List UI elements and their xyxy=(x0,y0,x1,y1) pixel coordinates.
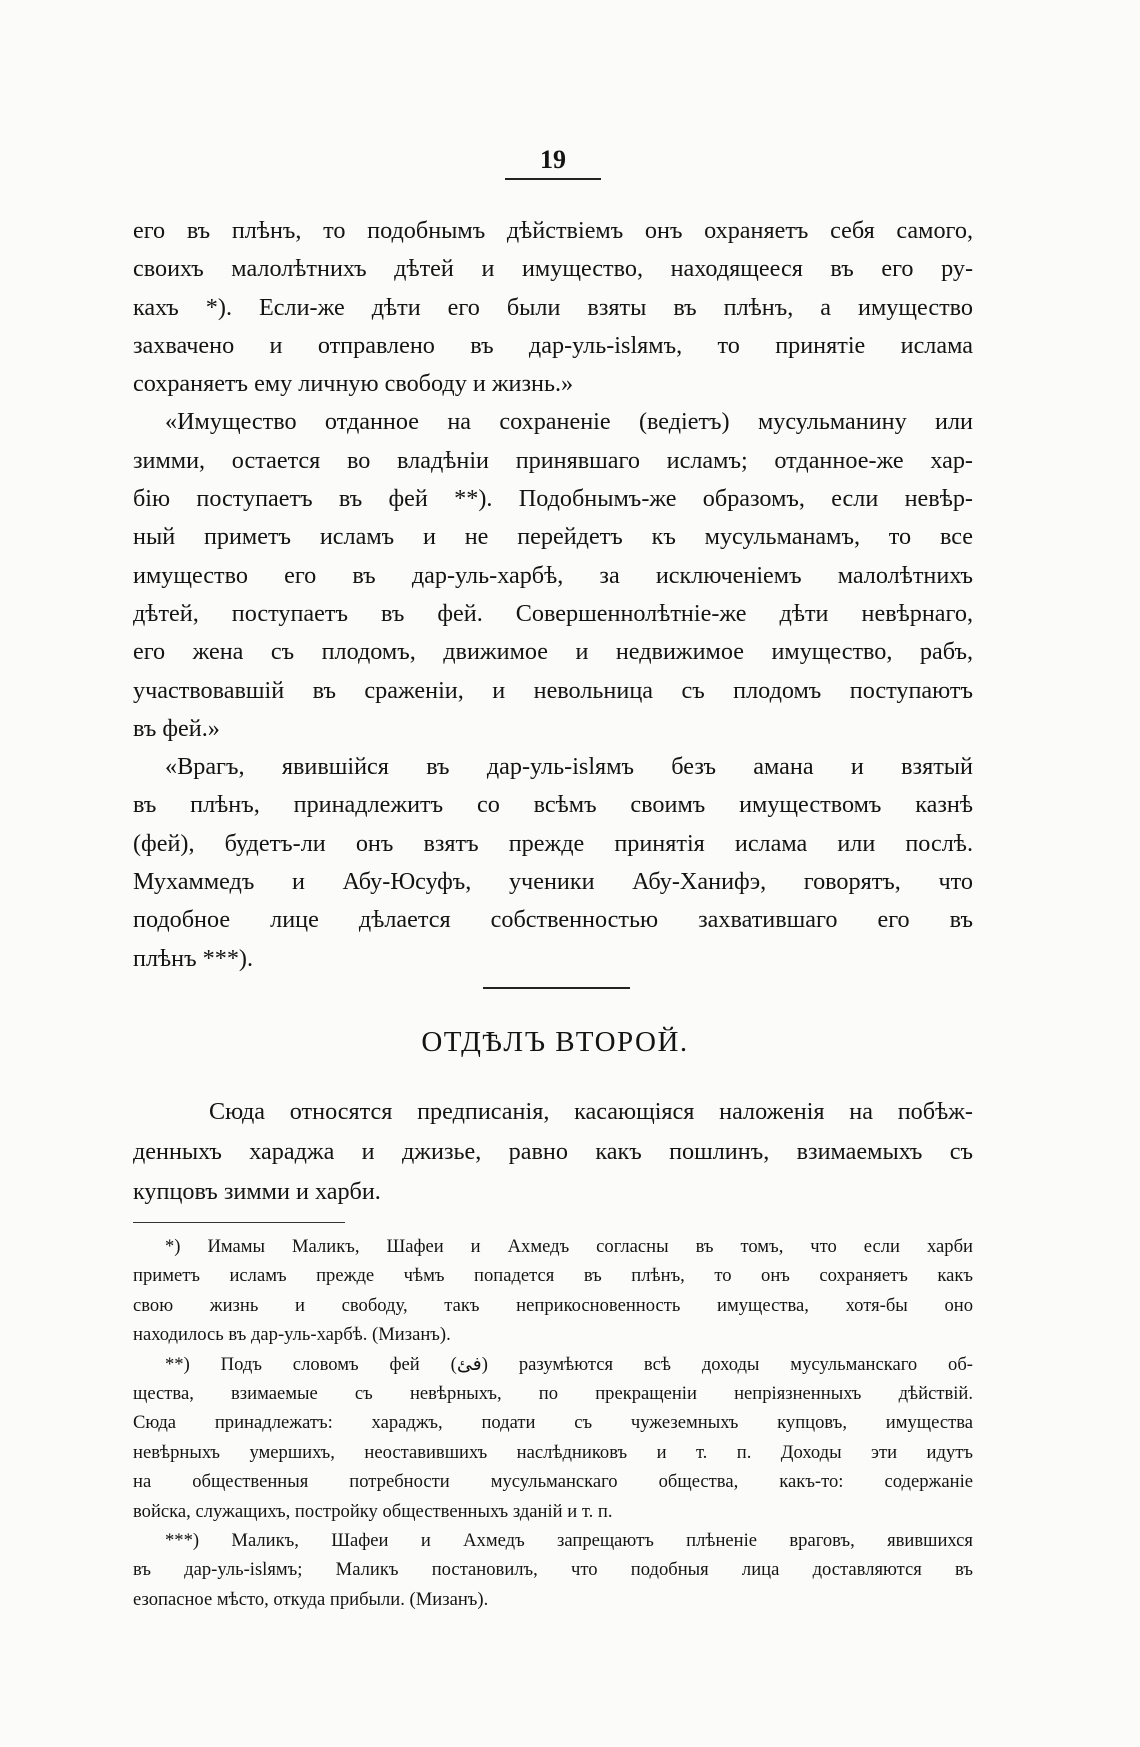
body-line: въ плѣнъ, принадлежитъ со всѣмъ своимъ имуществомъ казнѣ xyxy=(133,791,973,819)
footnote-line: щества, взимаемые съ невѣрныхъ, по прекращеніи непріязненныхъ дѣйствій. xyxy=(133,1383,973,1405)
footnotes xyxy=(133,1232,973,1614)
body-line: «Врагъ, явившійся въ дар-уль-islямъ безъ амана и взятый xyxy=(165,753,973,781)
body-line: его въ плѣнъ, то подобнымъ дѣйствіемъ онъ охраняетъ себя самого, xyxy=(133,217,973,244)
body-line: дѣтей, поступаетъ въ фей. Совершеннолѣтніе-же дѣти невѣрнаго, xyxy=(133,599,973,627)
body-line: сохраняетъ ему личную свободу и жизнь.» xyxy=(133,370,574,398)
body-line: ный приметъ исламъ и не перейдетъ къ мусульманамъ, то все xyxy=(133,523,973,551)
section-line: Сюда относятся предписанія, касающіяся наложенія на побѣж- xyxy=(209,1098,973,1125)
footnote-line: свою жизнь и свободу, такъ неприкосновенность имущества, хотя-бы оно xyxy=(133,1294,973,1316)
body-line: участвовавшій въ сраженіи, и невольница съ плодомъ поступаютъ xyxy=(133,676,973,704)
footnote-line: невѣрныхъ умершихъ, неоставившихъ наслѣдниковъ и т. п. Доходы эти идутъ xyxy=(133,1441,973,1463)
footnote-line: войска, служащихъ, постройку общественныхъ зданій и т. п. xyxy=(133,1500,613,1522)
footnote-line xyxy=(133,1350,973,1379)
body-line: въ фей.» xyxy=(133,714,220,742)
footnote-line: Сюда принадлежатъ: хараджъ, подати съ чужеземныхъ купцовъ, имущества xyxy=(133,1412,973,1434)
page-number: 19 xyxy=(540,145,566,174)
body-line: его жена съ плодомъ, движимое и недвижимое имущество, рабъ, xyxy=(133,638,973,666)
arabic-word: فئ xyxy=(456,1352,482,1375)
body-line: своихъ малолѣтнихъ дѣтей и имущество, находящееся въ его ру- xyxy=(133,255,973,283)
section-line: денныхъ хараджа и джизье, равно какъ пошлинъ, взимаемыхъ съ xyxy=(133,1138,973,1165)
body-line: бію поступаетъ въ фей **). Подобнымъ-же образомъ, если невѣр- xyxy=(133,485,973,513)
section-heading: ОТДѢЛЪ ВТОРОЙ. xyxy=(421,1026,689,1058)
body-line: подобное лице дѣлается собственностью захватившаго его въ xyxy=(133,906,973,934)
page-number-rule xyxy=(505,178,601,180)
body-line: имущество его въ дар-уль-харбѣ, за исключеніемъ малолѣтнихъ xyxy=(133,561,973,589)
footnote-line: ***) Маликъ, Шафеи и Ахмедъ запрещаютъ плѣненіе враговъ, явившихся xyxy=(165,1530,973,1552)
footnote-line: на общественныя потребности мусульманскаго общества, какъ-то: содержаніе xyxy=(133,1471,973,1493)
body-text xyxy=(133,212,973,978)
body-line: кахъ *). Если-же дѣти его были взяты въ плѣнъ, а имущество xyxy=(133,293,973,321)
section-line: купцовъ зимми и харби. xyxy=(133,1178,381,1205)
section-text xyxy=(133,1092,973,1212)
body-line: «Имущество отданное на сохраненіе (ведіетъ) мусульманину или xyxy=(165,408,973,436)
footnote-text: **) Подъ словомъ фей ( xyxy=(165,1353,457,1375)
body-line: (фей), будетъ-ли онъ взятъ прежде принятія ислама или послѣ. xyxy=(133,829,973,857)
body-line: Мухаммедъ и Абу-Юсуфъ, ученики Абу-Ханифэ, говорятъ, что xyxy=(133,868,973,896)
footnote-line: въ дар-уль-islямъ; Маликъ постановилъ, что подобныя лица доставляются въ xyxy=(133,1559,973,1581)
body-line: зимми, остается во владѣніи принявшаго исламъ; отданное-же хар- xyxy=(133,446,973,474)
footnote-divider xyxy=(133,1222,345,1223)
footnote-line: езопасное мѣсто, откуда прибыли. (Мизанъ). xyxy=(133,1588,489,1610)
footnote-line: находилось въ дар-уль-харбѣ. (Мизанъ). xyxy=(133,1324,451,1346)
footnote-line: приметъ исламъ прежде чѣмъ попадется въ плѣнъ, то онъ сохраняетъ какъ xyxy=(133,1265,973,1287)
section-divider xyxy=(483,987,630,989)
body-line: плѣнъ ***). xyxy=(133,944,254,972)
body-line: захвачено и отправлено въ дар-уль-islямъ, то принятіе ислама xyxy=(133,331,973,359)
footnote-text: ) разумѣются всѣ доходы мусульманскаго об- xyxy=(481,1353,974,1375)
footnote-line: *) Имамы Маликъ, Шафеи и Ахмедъ согласны въ томъ, что если харби xyxy=(165,1236,973,1257)
